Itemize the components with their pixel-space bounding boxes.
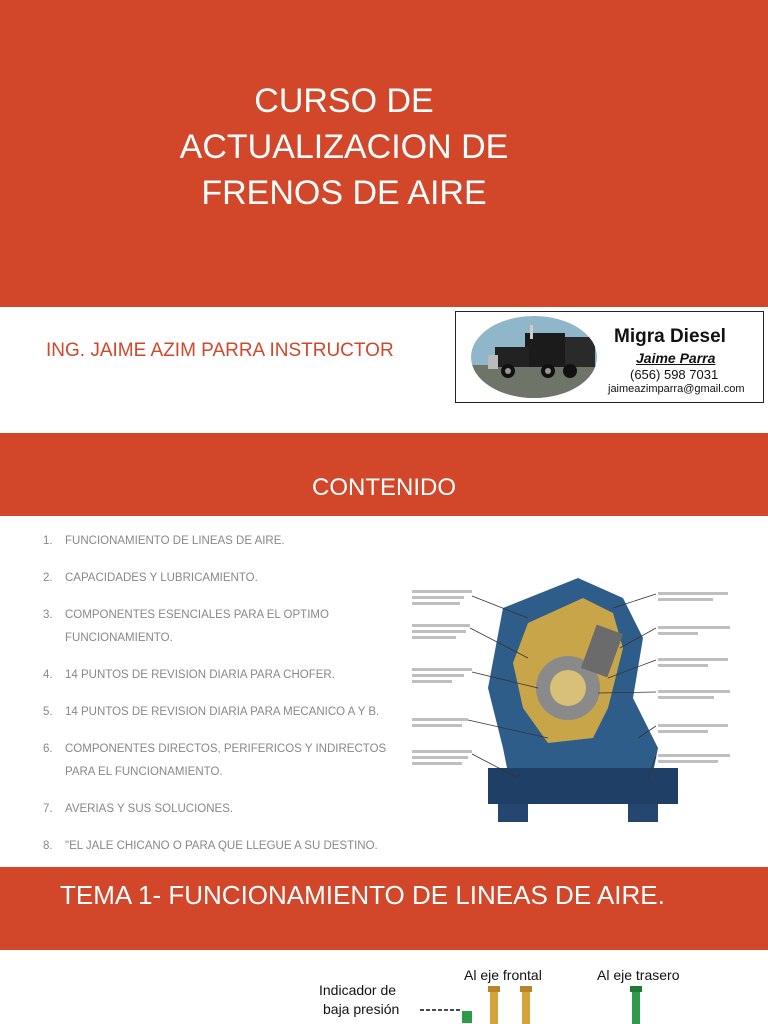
front-axle-label: Al eje frontal bbox=[464, 967, 542, 983]
toc-number: 2. bbox=[43, 572, 53, 584]
course-title bbox=[0, 78, 688, 216]
contents-heading: CONTENIDO bbox=[312, 474, 456, 501]
toc-item bbox=[40, 664, 400, 687]
toc-text: 14 PUNTOS DE REVISION DIARIA PARA MECANICO A Y B. bbox=[65, 706, 380, 718]
toc-text: COMPONENTES ESENCIALES PARA EL OPTIMO FUNCIONAMIENTO. bbox=[65, 609, 329, 644]
toc-number: 6. bbox=[43, 743, 53, 755]
compressor-cutaway-illustration bbox=[408, 568, 764, 838]
toc-number: 8. bbox=[43, 840, 53, 852]
toc-item bbox=[40, 835, 400, 858]
card-phone: (656) 598 7031 bbox=[630, 367, 719, 382]
toc-number: 1. bbox=[43, 535, 53, 547]
title-slide-banner bbox=[0, 0, 768, 307]
instructor-name: ING. JAIME AZIM PARRA INSTRUCTOR bbox=[46, 340, 394, 361]
toc-text: CAPACIDADES Y LUBRICAMIENTO. bbox=[65, 572, 258, 584]
business-card bbox=[455, 311, 764, 403]
topic-heading: TEMA 1- FUNCIONAMIENTO DE LINEAS DE AIRE. bbox=[60, 880, 665, 910]
toc-text: COMPONENTES DIRECTOS, PERIFERICOS Y INDIRECTOS PARA EL FUNCIONAMIENTO. bbox=[65, 743, 387, 778]
card-email: jaimeazimparra@gmail.com bbox=[608, 383, 745, 395]
toc-text: FUNCIONAMIENTO DE LINEAS DE AIRE. bbox=[65, 535, 285, 547]
low-pressure-label-line-1: Indicador de bbox=[319, 982, 397, 998]
title-line-3: FRENOS DE AIRE bbox=[201, 174, 487, 212]
truck-photo bbox=[470, 315, 598, 399]
toc-text: AVERIAS Y SUS SOLUCIONES. bbox=[65, 803, 234, 815]
table-of-contents bbox=[40, 530, 400, 872]
toc-item bbox=[40, 530, 400, 553]
toc-number: 3. bbox=[43, 609, 53, 621]
toc-item bbox=[40, 604, 400, 650]
air-line-drawing bbox=[0, 950, 768, 1024]
toc-item bbox=[40, 798, 400, 821]
toc-number: 4. bbox=[43, 669, 53, 681]
title-line-1: CURSO DE bbox=[254, 82, 434, 120]
toc-text: "EL JALE CHICANO O PARA QUE LLEGUE A SU DESTINO. bbox=[65, 840, 378, 852]
card-brand: Migra Diesel bbox=[614, 326, 726, 347]
title-line-2: ACTUALIZACION DE bbox=[179, 128, 509, 166]
toc-text: 14 PUNTOS DE REVISION DIARIA PARA CHOFER. bbox=[65, 669, 335, 681]
air-line-diagram bbox=[0, 950, 768, 1024]
toc-item bbox=[40, 701, 400, 724]
low-pressure-label-line-2: baja presión bbox=[323, 1001, 400, 1017]
rear-axle-label: Al eje trasero bbox=[597, 967, 680, 983]
card-name: Jaime Parra bbox=[636, 350, 716, 366]
toc-item bbox=[40, 738, 400, 784]
toc-number: 5. bbox=[43, 706, 53, 718]
toc-number: 7. bbox=[43, 803, 53, 815]
toc-item bbox=[40, 567, 400, 590]
